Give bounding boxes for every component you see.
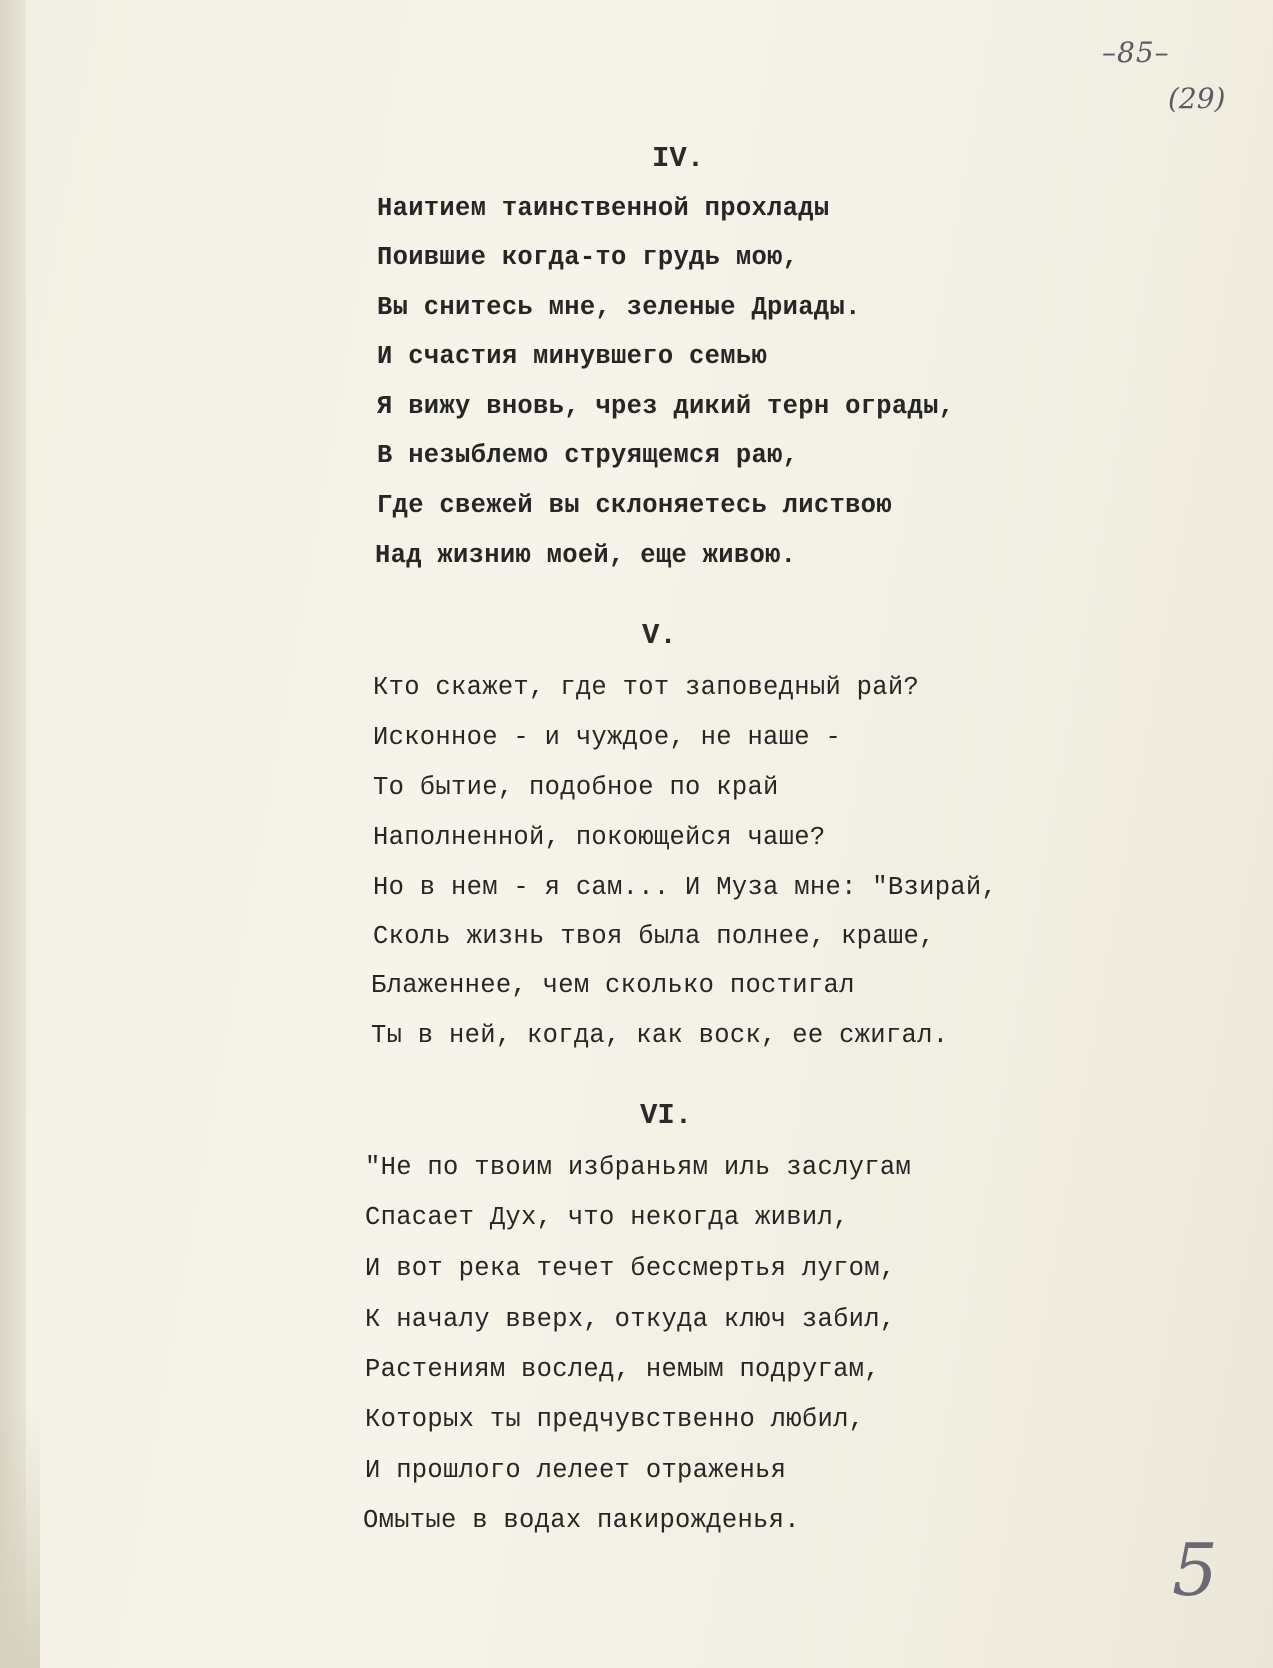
poem-line: Которых ты предчувственно любил, bbox=[365, 1405, 865, 1434]
poem-line: К началу вверх, откуда ключ забил, bbox=[365, 1305, 896, 1334]
stanza-number-iv: IV. bbox=[652, 142, 705, 175]
page-number-alternate: (29) bbox=[1168, 82, 1226, 115]
paper-shadow bbox=[0, 1408, 40, 1668]
poem-line: То бытие, подобное по край bbox=[373, 773, 779, 802]
poem-line: Наитием таинственной прохлады bbox=[377, 194, 830, 223]
poem-line: Над жизнию моей, еще живою. bbox=[375, 541, 797, 570]
poem-line: Ты в ней, когда, как воск, ее сжигал. bbox=[371, 1021, 949, 1050]
poem-line: Растениям вослед, немым подругам, bbox=[365, 1355, 880, 1384]
poem-line: Поившие когда-то грудь мою, bbox=[377, 243, 799, 272]
poem-line: "Не по твоим избраньям иль заслугам bbox=[365, 1153, 912, 1182]
poem-line: Исконное - и чуждое, не наше - bbox=[373, 723, 842, 752]
poem-line: Вы снитесь мне, зеленые Дриады. bbox=[377, 293, 861, 322]
poem-line: Наполненной, покоющейся чаше? bbox=[373, 823, 826, 852]
poem-line: И прошлого лелеет отраженья bbox=[365, 1456, 787, 1485]
poem-line: Сколь жизнь твоя была полнее, краше, bbox=[373, 922, 935, 951]
poem-line: Но в нем - я сам... И Муза мне: "Взирай, bbox=[373, 873, 998, 902]
page-number-bottom: 5 bbox=[1172, 1528, 1218, 1612]
poem-line: И счастия минувшего семью bbox=[377, 342, 768, 371]
poem-line: Блаженнее, чем сколько постигал bbox=[371, 971, 855, 1000]
poem-line: Кто скажет, где тот заповедный рай? bbox=[373, 673, 920, 702]
poem-line: Спасает Дух, что некогда живил, bbox=[365, 1203, 849, 1232]
stanza-number-v: V. bbox=[642, 619, 677, 652]
poem-line: В незыблемо струящемся раю, bbox=[377, 441, 799, 470]
poem-line: Я вижу вновь, чрез дикий терн ограды, bbox=[377, 392, 955, 421]
poem-line: И вот река течет бессмертья лугом, bbox=[365, 1254, 896, 1283]
poem-line: Омытые в водах пакирожденья. bbox=[363, 1506, 800, 1535]
poem-line: Где свежей вы склоняетесь листвою bbox=[377, 491, 892, 520]
page-number-handwritten: –85– bbox=[1102, 36, 1170, 69]
stanza-number-vi: VI. bbox=[640, 1099, 693, 1132]
